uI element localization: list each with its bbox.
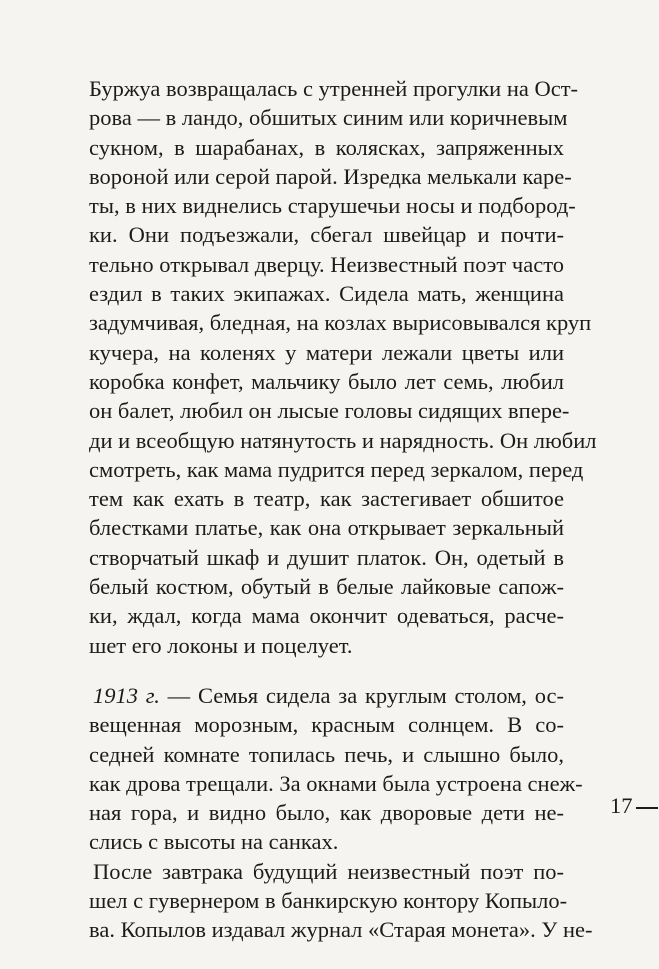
text-line: ди и всеобщую натянутость и нарядность. Он любил <box>89 427 597 453</box>
paragraph-3 <box>89 857 593 945</box>
page-number <box>610 791 658 820</box>
text-line: тем как ехать в театр, как застегивает обшитое <box>89 486 564 512</box>
text-line: ная гора, и видно было, как дворовые дети не- <box>89 800 564 826</box>
text-line: шет его локоны и поцелует. <box>89 632 353 658</box>
paragraph-2 <box>89 681 583 857</box>
text-line: ты, в них виднелись старушечьи носы и подбород- <box>89 193 576 219</box>
text-line: смотреть, как мама пудрится перед зеркалом, перед <box>89 456 584 482</box>
text-line: вещенная морозным, красным солнцем. В со- <box>89 712 564 738</box>
text-line: шел с гувернером в банкирскую контору Копыло- <box>89 888 568 914</box>
text-line: ки. Они подъезжали, сбегал швейцар и почти- <box>89 222 564 248</box>
text-line: коробка конфет, мальчику было лет семь, любил <box>89 368 564 394</box>
body-text <box>89 74 597 945</box>
text-line: как дрова трещали. За окнами была устроена снеж- <box>89 770 583 796</box>
text-line: ездил в таких экипажах. Сидела мать, женщина <box>89 281 564 307</box>
text-line: После завтрака будущий неизвестный поэт по- <box>93 858 564 884</box>
text-line: он балет, любил он лысые головы сидящих впере- <box>89 398 570 424</box>
text-line: слись с высоты на санках. <box>89 829 339 855</box>
text-line: рова — в ландо, обшитых синим или коричневым <box>89 105 568 131</box>
text-line: белый костюм, обутый в белые лайковые сапож- <box>89 574 564 600</box>
text-line: вороной или серой парой. Изредка мелькали каре- <box>89 163 572 189</box>
text-line <box>89 681 564 710</box>
text-line: ва. Копылов издавал журнал «Старая монета». У не- <box>89 917 593 943</box>
page-number-value: 17 <box>610 793 633 818</box>
date-label: 1913 г. <box>93 682 160 708</box>
text-line: блестками платье, как она открывает зеркальный <box>89 515 564 541</box>
text-fragment: — Семья сидела за круглым столом, ос- <box>159 682 564 708</box>
text-line: седней комнате топилась печь, и слышно было, <box>89 741 564 767</box>
text-line: задумчивая, бледная, на козлах вырисовывался круп <box>89 310 592 336</box>
text-line: сукном, в шарабанах, в колясках, запряженных <box>89 134 564 160</box>
text-line: Буржуа возвращалась с утренней прогулки на Ост- <box>89 76 579 101</box>
text-line: кучера, на коленях у матери лежали цветы или <box>89 339 564 365</box>
text-line: створчатый шкаф и душит платок. Он, одетый в <box>89 544 564 570</box>
page-number-rule <box>636 807 658 809</box>
paragraph-1 <box>89 74 597 660</box>
text-line: ки, ждал, когда мама окончит одеваться, расче- <box>89 603 564 629</box>
text-line: тельно открывал дверцу. Неизвестный поэт часто <box>89 251 564 277</box>
